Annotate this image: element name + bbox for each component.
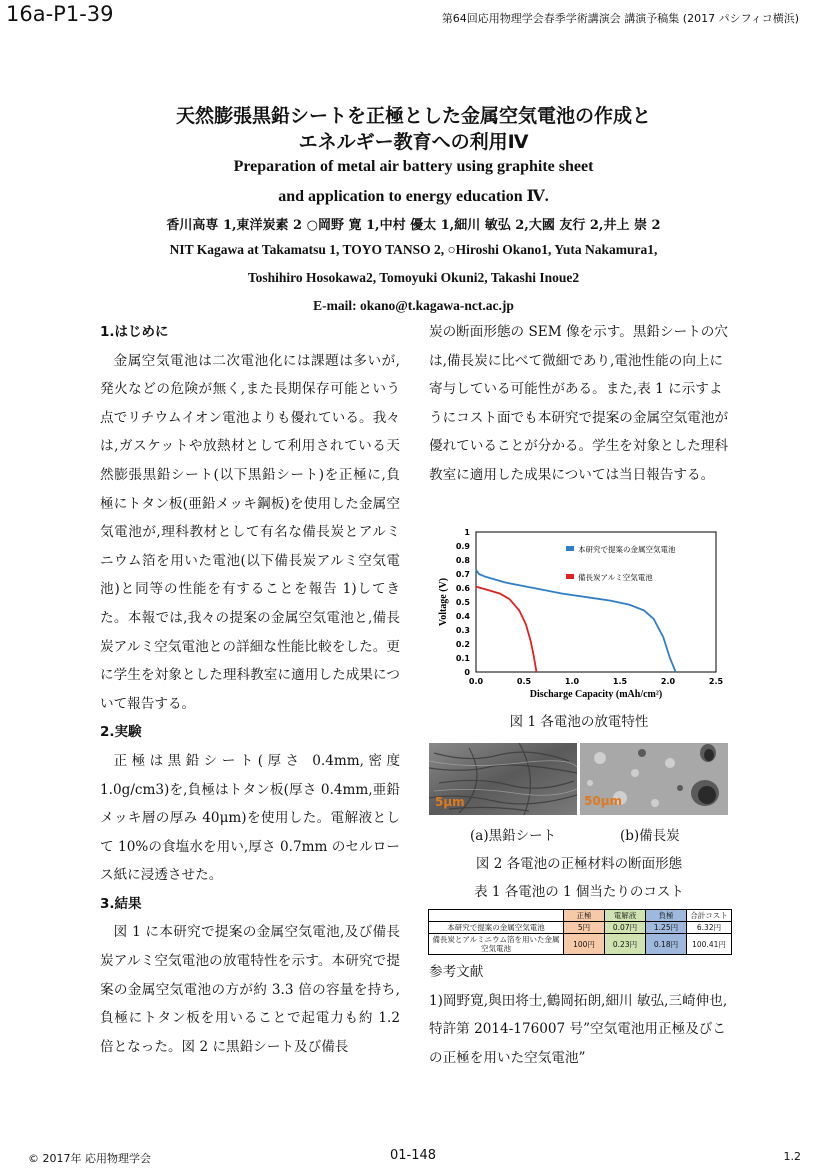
legend-swatch — [566, 574, 574, 579]
table-cell: 0.18円 — [646, 934, 687, 955]
table-header: 電解液 — [605, 910, 646, 922]
legend-label: 本研究で提案の金属空気電池 — [578, 545, 676, 554]
footer-right: 1.2 — [783, 1150, 801, 1163]
left-column — [100, 318, 400, 1061]
y-tick-label: 1 — [464, 528, 470, 537]
fig2-caption: 図 2 各電池の正極材料の断面形態 — [475, 856, 683, 872]
table-caption: 表 1 各電池の 1 個当たりのコスト — [474, 884, 684, 900]
y-tick-label: 0.1 — [455, 654, 470, 663]
table-cell: 5円 — [564, 922, 605, 934]
x-tick-label: 0.0 — [468, 677, 484, 686]
fig1-caption: 図 1 各電池の放電特性 — [509, 714, 649, 730]
references-heading: 参考文献 — [429, 964, 484, 980]
table-cell: 6.32円 — [687, 922, 732, 934]
y-tick-label: 0.2 — [455, 640, 470, 649]
table-cell: 100.41円 — [687, 934, 732, 955]
sem-image-binchotan — [580, 743, 728, 815]
x-tick-label: 2.0 — [660, 677, 676, 686]
email: E-mail: okano@t.kagawa-nct.ac.jp — [313, 298, 514, 313]
legend-label: 備長炭アルミ空気電池 — [578, 573, 653, 582]
y-tick-label: 0.3 — [455, 626, 470, 635]
fig2-label-a: (a)黒鉛シート — [470, 828, 557, 844]
x-tick-label: 1.0 — [564, 677, 580, 686]
x-tick-label: 0.5 — [516, 677, 532, 686]
references — [429, 958, 729, 1072]
table-cell: 1.25円 — [646, 922, 687, 934]
reference-1: 1)岡野寛,與田将士,鶴岡拓朗,細川 敏弘,三崎伸也,特許第 2014-176007 号”空気電池用正極及びこの正極を用いた空気電池” — [429, 992, 728, 1066]
y-tick-label: 0.9 — [455, 542, 470, 551]
sem-image-graphite — [429, 743, 577, 815]
y-tick-label: 0.8 — [455, 556, 470, 565]
y-axis-label: Voltage (V) — [438, 577, 449, 627]
title-en-line2: and application to energy education Ⅳ. — [278, 188, 549, 205]
scale-label-b: 50μm — [584, 794, 623, 808]
x-tick-label: 1.5 — [612, 677, 628, 686]
y-tick-label: 0.7 — [455, 570, 470, 579]
y-tick-label: 0.5 — [455, 598, 470, 607]
table-cell: 100円 — [564, 934, 605, 955]
table-cell: 0.23円 — [605, 934, 646, 955]
legend-swatch — [566, 546, 574, 551]
table-row — [429, 934, 732, 955]
results-paragraph-cont: 炭の断面形態の SEM 像を示す。黒鉛シートの穴は,備長炭に比べて微細であり,電池性能の向上に寄与している可能性がある。また,表 1 に示すようにコスト面でも本研究で提案の金属空気電池が優れていることが分かる。学生を対象とした理科教室に適用した成果については当日報告する。 — [429, 324, 729, 483]
authors-en-line2: Toshihiro Hosokawa2, Tomoyuki Okuni2, Takashi Inoue2 — [247, 270, 580, 285]
footer-page: 01-148 — [390, 1148, 437, 1163]
cost-table-wrap — [428, 909, 732, 955]
table-corner — [429, 910, 564, 922]
table-header: 負極 — [646, 910, 687, 922]
footer-copyright: © 2017年 応用物理学会 — [28, 1152, 151, 1165]
authors-en-line1: NIT Kagawa at Takamatsu 1, TOYO TANSO 2, ○Hiroshi Okano1, Yuta Nakamura1, — [169, 242, 658, 257]
conference-header: 第64回応用物理学会春季学術講演会 講演予稿集 (2017 パシフィコ横浜) — [441, 12, 799, 25]
experiment-paragraph: 正極は黒鉛シート(厚さ 0.4mm,密度 1.0g/cm3)を,負極はトタン板(厚さ 0.4mm,亜鉛メッキ層の厚み 40μm)を使用した。電解液として 10%の食塩水を用い,厚さ 0.7mm のセルロース紙に浸透させた。 — [100, 752, 400, 884]
y-tick-label: 0.4 — [455, 612, 470, 621]
x-tick-label: 2.5 — [708, 677, 724, 686]
table-header-row — [429, 910, 732, 922]
authors-ja: 香川高専 1,東洋炭素 2 ○岡野 寛 1,中村 優太 1,細川 敏弘 2,大國 友行 2,井上 崇 2 — [166, 218, 661, 233]
results-heading: 3.結果 — [100, 895, 142, 912]
table-header: 正極 — [564, 910, 605, 922]
series-line — [476, 587, 536, 672]
fig2-label-b: (b)備長炭 — [620, 828, 680, 844]
title-en-line1: Preparation of metal air battery using graphite sheet — [233, 158, 594, 175]
x-axis-label: Discharge Capacity (mAh/cm²) — [529, 689, 663, 700]
experiment-heading: 2.実験 — [100, 724, 142, 741]
y-tick-label: 0.6 — [455, 584, 470, 593]
intro-paragraph: 金属空気電池は二次電池化には課題は多いが,発火などの危険が無く,また長期保存可能という点でリチウムイオン電池よりも優れている。我々は,ガスケットや放熱材として利用されている天然膨張黒鉛シート(以下黒鉛シート)を正極に,負極にトタン板(亜鉛メッキ鋼板)を使用した金属空気電池が,理科教材として有名な備長炭とアルミニウム箔を用いた電池(以下備長炭アルミ空気電池)と同等の性能を有することを報告 1)してきた。本報では,我々の提案の金属空気電池と,備長炭アルミ空気電池との詳細な性能比較をした。更に学生を対象とした理科教室に適用した成果について報告する。 — [100, 352, 400, 712]
discharge-chart — [428, 520, 728, 710]
intro-heading: 1.はじめに — [100, 324, 169, 340]
results-paragraph: 図 1 に本研究で提案の金属空気電池,及び備長炭アルミ空気電池の放電特性を示す。本研究で提案の金属空気電池の方が約 3.3 倍の容量を持ち,負極にトタン板を用いることで起電力も約 1.2 倍となった。図 2 に黒鉛シート及び備長 — [100, 924, 400, 1055]
table-header: 合計コスト — [687, 910, 732, 922]
series-line — [476, 570, 676, 672]
title-ja-line1: 天然膨張黒鉛シートを正極とした金属空気電池の作成と — [175, 105, 651, 127]
scale-label-a: 5μm — [435, 795, 465, 809]
row-name: 備長炭とアルミニウム箔を用いた金属空気電池 — [429, 934, 564, 955]
cost-table — [428, 909, 732, 955]
y-tick-label: 0 — [464, 668, 470, 677]
table-cell: 0.07円 — [605, 922, 646, 934]
right-column-text — [429, 318, 729, 518]
row-name: 本研究で提案の金属空気電池 — [429, 922, 564, 934]
table-row — [429, 922, 732, 934]
paper-id: 16a-P1-39 — [6, 2, 114, 26]
title-ja-line2: エネルギー教育への利用Ⅳ — [298, 131, 529, 153]
